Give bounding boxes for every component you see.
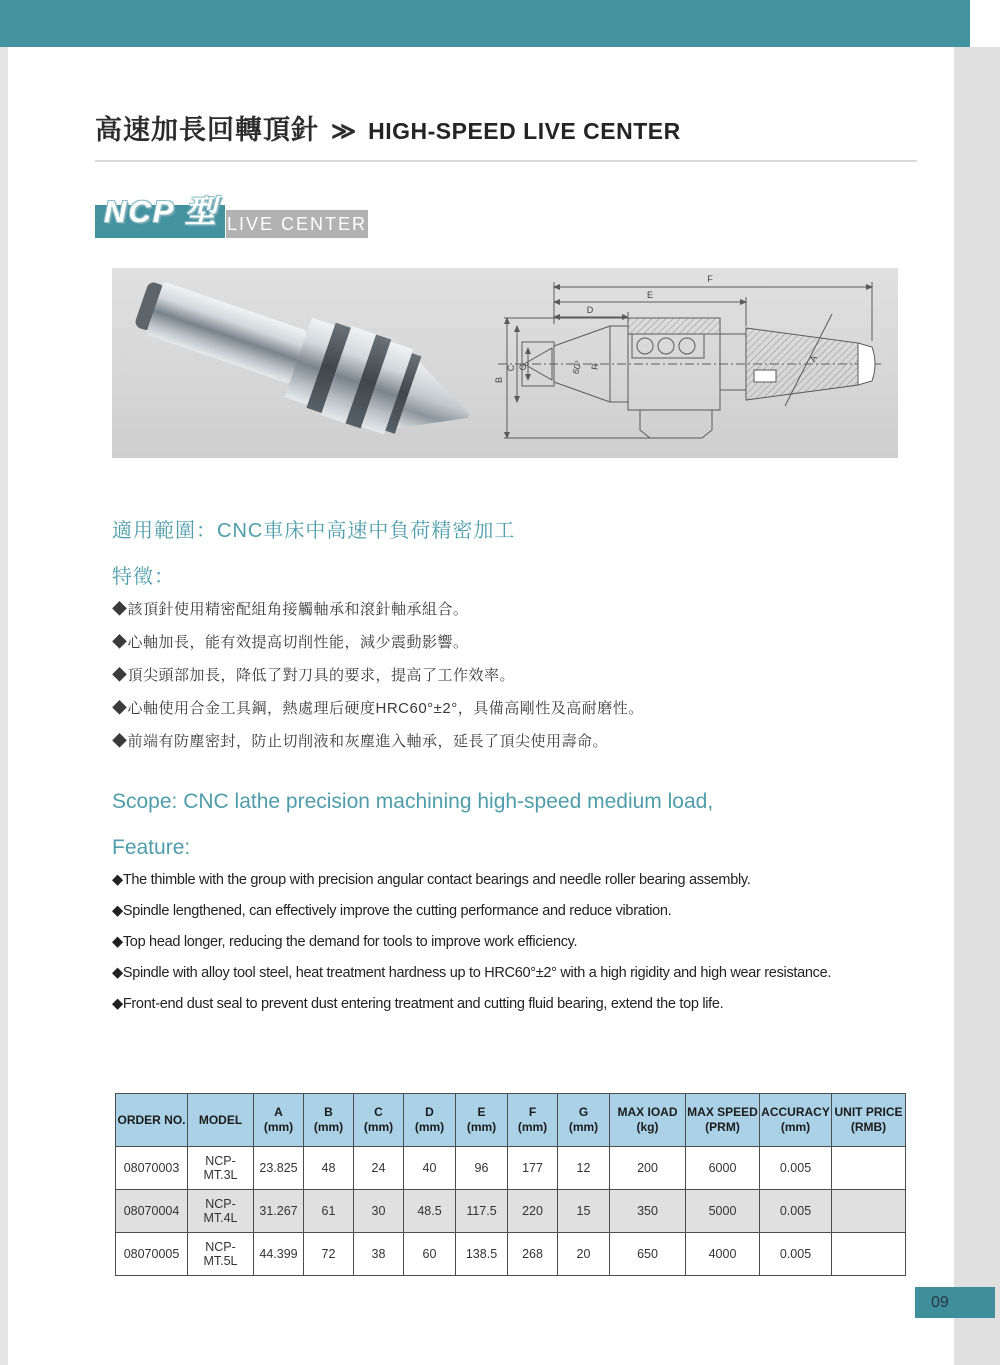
table-cell: 4000 — [686, 1233, 760, 1276]
column-header: C (mm) — [354, 1094, 404, 1147]
table-cell: 31.267 — [254, 1190, 304, 1233]
table-cell: 0.005 — [760, 1190, 832, 1233]
live-center-label: LIVE CENTER — [226, 210, 368, 238]
column-header: MAX IOAD (kg) — [610, 1094, 686, 1147]
title-divider — [95, 160, 917, 162]
feature-heading-en: Feature: — [112, 836, 191, 859]
table-cell: 6000 — [686, 1147, 760, 1190]
bullet-item: ◆Front-end dust seal to prevent dust entering treatment and cutting fluid bearing, extend the top life. — [112, 996, 724, 1012]
table-row — [116, 1233, 906, 1276]
page-number: 09 — [931, 1294, 949, 1311]
table-cell: 200 — [610, 1147, 686, 1190]
dim-label-F: F — [707, 274, 713, 284]
live-center-photo-group — [126, 268, 484, 456]
column-header: A (mm) — [254, 1094, 304, 1147]
bullet-item: ◆Spindle with alloy tool steel, heat treatment hardness up to HRC60°±2° with a high rigidity and high wear resistance. — [112, 965, 832, 981]
table-cell: NCP-MT.3L — [188, 1147, 254, 1190]
dim-label-E: E — [646, 290, 654, 300]
dim-label-B: B — [494, 376, 504, 384]
scope-heading-en: Scope: CNC lathe precision machining high-speed medium load, — [112, 790, 714, 813]
table-cell: 0.005 — [760, 1233, 832, 1276]
table-cell: 40 — [404, 1147, 456, 1190]
table-cell: 08070005 — [116, 1233, 188, 1276]
table-cell: 60 — [404, 1233, 456, 1276]
column-header: D (mm) — [404, 1094, 456, 1147]
table-cell: 44.399 — [254, 1233, 304, 1276]
title-separator-icon: ≫ — [331, 118, 357, 145]
table-cell — [832, 1233, 906, 1276]
shank-body — [146, 281, 308, 383]
dim-label-C: C — [506, 364, 516, 372]
table-cell: 48 — [304, 1147, 354, 1190]
table-cell: 5000 — [686, 1190, 760, 1233]
table-cell: 08070003 — [116, 1147, 188, 1190]
right-margin-strip — [954, 47, 1000, 1365]
feature-list-zh — [112, 598, 952, 763]
title-chinese: 高速加長回轉頂針 — [95, 115, 319, 145]
dim-label-angle: 60° — [570, 359, 584, 376]
top-accent-bar — [0, 0, 970, 47]
bullet-item: ◆The thimble with the group with precision angular contact bearings and needle roller bearing assembly. — [112, 872, 751, 888]
dim-label-A: A — [807, 353, 820, 364]
bullet-item: ◆心軸使用合金工具鋼，熱處理后硬度HRC60°±2°，具備高剛性及高耐磨性。 — [112, 700, 644, 717]
table-cell — [832, 1190, 906, 1233]
table-header-row — [116, 1094, 906, 1147]
table-cell: 96 — [456, 1147, 508, 1190]
bullet-item: ◆頂尖頭部加長，降低了對刀具的要求，提高了工作效率。 — [112, 667, 516, 684]
bullet-item: ◆該頂針使用精密配組角接觸軸承和滾針軸承組合。 — [112, 601, 469, 618]
column-header: ACCURACY (mm) — [760, 1094, 832, 1147]
table-cell: 72 — [304, 1233, 354, 1276]
table-cell: NCP-MT.5L — [188, 1233, 254, 1276]
dim-label-R: R — [589, 362, 601, 371]
table-row — [116, 1147, 906, 1190]
product-photo — [116, 268, 496, 456]
table-cell: 220 — [508, 1190, 558, 1233]
bullet-item: ◆Top head longer, reducing the demand for tools to improve work efficiency. — [112, 934, 578, 950]
product-image-panel — [112, 268, 898, 458]
dim-label-D: D — [586, 305, 594, 315]
technical-drawing — [490, 268, 890, 456]
table-cell: 38 — [354, 1233, 404, 1276]
table-cell: 117.5 — [456, 1190, 508, 1233]
spec-table — [115, 1093, 906, 1276]
scope-heading-zh: 適用範圍：CNC車床中高速中負荷精密加工 — [112, 520, 516, 542]
bullet-item: ◆前端有防塵密封，防止切削液和灰塵進入軸承，延長了頂尖使用壽命。 — [112, 733, 609, 750]
table-cell: 268 — [508, 1233, 558, 1276]
column-header: F (mm) — [508, 1094, 558, 1147]
table-cell: 20 — [558, 1233, 610, 1276]
page-title — [95, 108, 925, 147]
table-cell: 138.5 — [456, 1233, 508, 1276]
column-header: G (mm) — [558, 1094, 610, 1147]
table-cell: 48.5 — [404, 1190, 456, 1233]
table-cell: 350 — [610, 1190, 686, 1233]
title-english: HIGH-SPEED LIVE CENTER — [368, 118, 681, 144]
table-cell: 12 — [558, 1147, 610, 1190]
column-header: ORDER NO. — [116, 1094, 188, 1147]
spec-table-wrap — [115, 1093, 905, 1276]
bullet-item: ◆心軸加長，能有效提高切削性能，減少震動影響。 — [112, 634, 469, 651]
table-row — [116, 1190, 906, 1233]
feature-list-en — [112, 872, 957, 1027]
page-number-badge — [915, 1287, 995, 1318]
table-cell: 23.825 — [254, 1147, 304, 1190]
left-margin-strip — [0, 47, 8, 1365]
table-cell: 15 — [558, 1190, 610, 1233]
column-header: UNIT PRICE (RMB) — [832, 1094, 906, 1147]
table-cell: 177 — [508, 1147, 558, 1190]
table-cell: 650 — [610, 1233, 686, 1276]
table-cell: 08070004 — [116, 1190, 188, 1233]
bullet-item: ◆Spindle lengthened, can effectively improve the cutting performance and reduce vibration. — [112, 903, 672, 919]
column-header: MAX SPEED (PRM) — [686, 1094, 760, 1147]
table-cell: 0.005 — [760, 1147, 832, 1190]
column-header: MODEL — [188, 1094, 254, 1147]
dim-label-G: G — [518, 363, 528, 371]
column-header: E (mm) — [456, 1094, 508, 1147]
table-cell: 30 — [354, 1190, 404, 1233]
table-cell — [832, 1147, 906, 1190]
model-badge-text: NCP 型 — [104, 194, 218, 229]
table-cell: 61 — [304, 1190, 354, 1233]
table-cell: 24 — [354, 1147, 404, 1190]
feature-heading-zh: 特徵： — [112, 566, 175, 588]
column-header: B (mm) — [304, 1094, 354, 1147]
table-cell: NCP-MT.4L — [188, 1190, 254, 1233]
